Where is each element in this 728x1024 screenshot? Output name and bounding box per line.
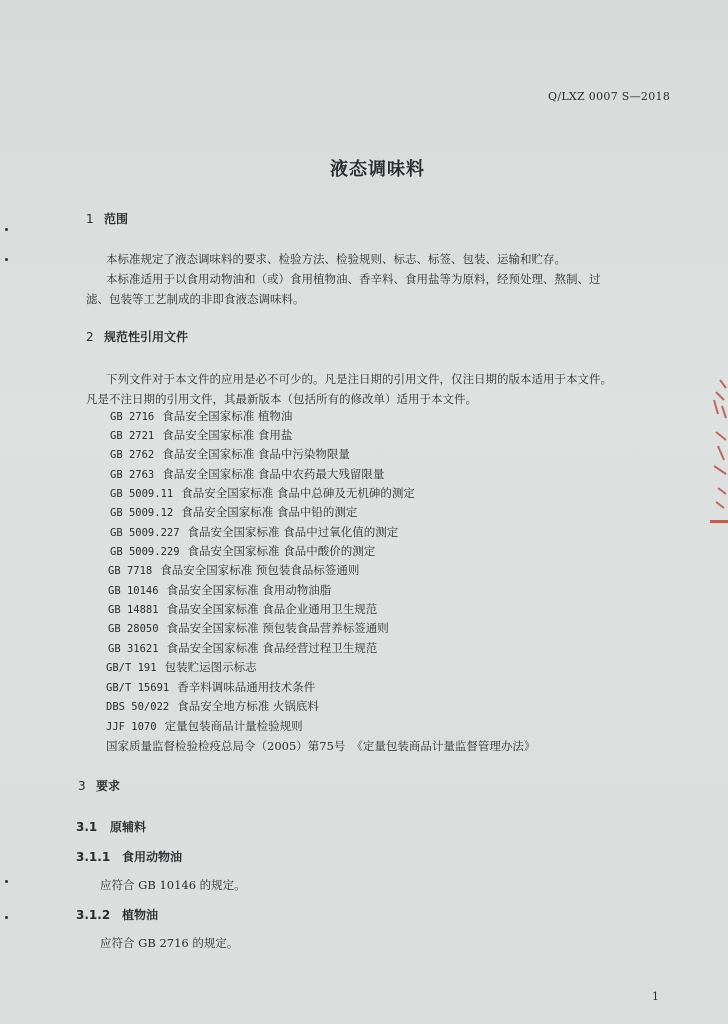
subsection-title: 食用动物油 — [122, 850, 183, 864]
section-number: 1 — [86, 212, 94, 226]
reference-item: GB 7718 食品安全国家标准 预包装食品标签通则 — [108, 563, 360, 577]
subsection-title: 原辅料 — [110, 820, 147, 834]
section-number: 2 — [86, 330, 94, 344]
reference-item: GB 2763 食品安全国家标准 食品中农药最大残留限量 — [110, 467, 385, 481]
section-number: 3 — [78, 779, 86, 793]
reference-item: GB 31621 食品安全国家标准 食品经营过程卫生规范 — [108, 641, 378, 655]
section-1-heading — [86, 210, 128, 227]
reference-item: GB 5009.12 食品安全国家标准 食品中铅的测定 — [110, 505, 358, 519]
section-title: 范围 — [104, 212, 129, 226]
reference-item: GB 5009.229 食品安全国家标准 食品中酸价的测定 — [110, 544, 376, 558]
subsection-number: 3.1.1 — [76, 850, 111, 864]
reference-item: DBS 50/022 食品安全地方标准 火锅底料 — [106, 699, 319, 713]
section-title: 规范性引用文件 — [104, 330, 189, 344]
reference-item: GB 28050 食品安全国家标准 预包装食品营养标签通则 — [108, 621, 389, 635]
subsection-3-1-heading — [76, 818, 146, 835]
reference-item: GB 2721 食品安全国家标准 食用盐 — [110, 428, 293, 442]
scope-paragraph-2-line-2: 滤、包装等工艺制成的非即食液态调味料。 — [86, 292, 305, 306]
scope-paragraph-2-line-1: 本标准适用于以食用动物油和（或）食用植物油、香辛料、食用盐等为原料，经预处理、熬制、过 — [106, 272, 601, 286]
scan-mark — [5, 916, 8, 919]
reference-item: GB 14881 食品安全国家标准 食品企业通用卫生规范 — [108, 602, 378, 616]
references-intro-line-1: 下列文件对于本文件的应用是必不可少的。凡是注日期的引用文件，仅注日期的版本适用于本文件。 — [106, 372, 612, 386]
subsection-title: 植物油 — [122, 908, 159, 922]
reference-item: GB 5009.227 食品安全国家标准 食品中过氧化值的测定 — [110, 525, 399, 539]
document-title: 液态调味料 — [330, 159, 425, 180]
seal-stamp-image — [704, 370, 728, 530]
reference-item: JJF 1070 定量包装商品计量检验规则 — [106, 719, 303, 733]
subsection-3-1-2-heading — [76, 906, 158, 923]
references-intro-line-2: 凡是不注日期的引用文件，其最新版本（包括所有的修改单）适用于本文件。 — [86, 392, 477, 406]
scope-paragraph-1: 本标准规定了液态调味料的要求、检验方法、检验规则、标志、标签、包装、运输和贮存。 — [106, 252, 566, 266]
scan-mark — [5, 258, 8, 261]
subsection-number: 3.1.2 — [76, 908, 111, 922]
section-title: 要求 — [96, 779, 121, 793]
reference-item: GB 2762 食品安全国家标准 食品中污染物限量 — [110, 447, 350, 461]
reference-item: GB/T 191 包装贮运图示标志 — [106, 660, 257, 674]
reference-item: GB 5009.11 食品安全国家标准 食品中总砷及无机砷的测定 — [110, 486, 415, 500]
reference-item: GB 10146 食品安全国家标准 食用动物油脂 — [108, 583, 332, 597]
subsection-3-1-1-text: 应符合 GB 10146 的规定。 — [100, 878, 246, 892]
reference-item: GB 2716 食品安全国家标准 植物油 — [110, 409, 293, 423]
subsection-number: 3.1 — [76, 820, 98, 834]
subsection-3-1-1-heading — [76, 848, 182, 865]
scan-mark — [5, 880, 8, 883]
reference-item: GB/T 15691 香辛料调味品通用技术条件 — [106, 680, 316, 694]
subsection-3-1-2-text: 应符合 GB 2716 的规定。 — [100, 936, 239, 950]
section-3-heading — [78, 777, 120, 794]
standard-code: Q/LXZ 0007 S—2018 — [548, 90, 671, 103]
scan-mark — [5, 228, 8, 231]
page-number: 1 — [652, 990, 659, 1003]
reference-item: 国家质量监督检验检疫总局令（2005）第75号 《定量包装商品计量监督管理办法》 — [106, 739, 536, 753]
section-2-heading — [86, 328, 188, 345]
